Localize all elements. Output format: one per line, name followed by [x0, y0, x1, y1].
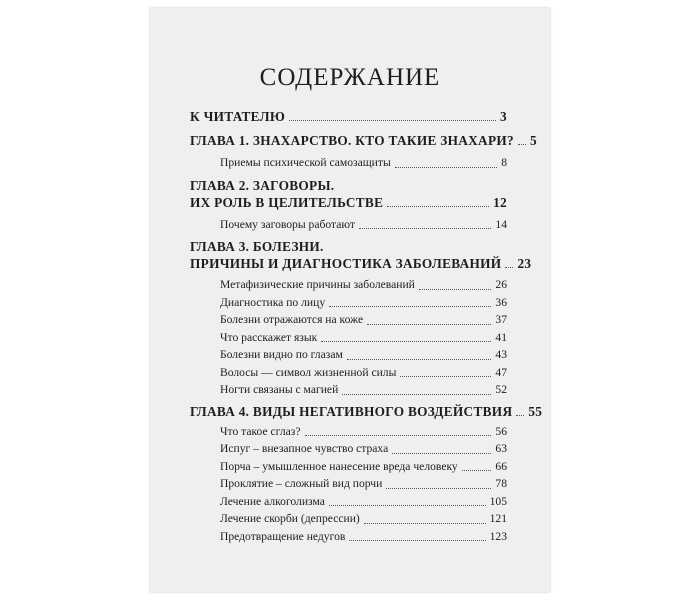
toc-label: ИХ РОЛЬ В ЦЕЛИТЕЛЬСТВЕ — [190, 194, 384, 210]
toc-entry-section — [220, 440, 507, 458]
dot-leader — [395, 167, 497, 168]
toc-label: ГЛАВА 4. ВИДЫ НЕГАТИВНОГО ВОЗДЕЙСТВИЯ — [190, 403, 513, 419]
dot-leader — [462, 470, 492, 471]
toc-page-number: 47 — [495, 365, 507, 379]
dot-leader — [349, 540, 485, 541]
toc-page-number: 8 — [501, 156, 507, 169]
toc-entry-section — [220, 458, 507, 476]
dot-leader — [364, 523, 486, 524]
toc-label: Лечение скорби (депрессии) — [220, 512, 360, 525]
dot-leader — [329, 505, 486, 506]
toc-label: Испуг – внезапное чувство страха — [220, 442, 389, 455]
dot-leader — [387, 206, 489, 207]
toc-label: Лечение алкоголизма — [220, 494, 325, 508]
toc-label: Диагностика по лицу — [220, 295, 326, 309]
page-title: СОДЕРЖАНИЕ — [259, 64, 441, 91]
toc-page-number: 55 — [528, 403, 543, 419]
toc-label: ПРИЧИНЫ И ДИАГНОСТИКА ЗАБОЛЕВАНИЙ — [190, 256, 502, 271]
toc-page-number: 121 — [489, 512, 507, 525]
toc-entry-chapter-3 — [190, 238, 532, 272]
table-of-contents — [190, 108, 543, 545]
toc-label: Что такое сглаз? — [220, 424, 301, 438]
toc-page-number: 123 — [489, 529, 507, 543]
toc-page-number: 3 — [500, 109, 507, 124]
toc-entry-section — [220, 423, 507, 441]
toc-label: К ЧИТАТЕЛЮ — [190, 109, 286, 124]
toc-page-number: 78 — [495, 477, 507, 490]
dot-leader — [419, 289, 492, 290]
dot-leader — [386, 488, 491, 489]
toc-entry-section — [220, 154, 507, 172]
toc-entry-section — [220, 311, 507, 329]
toc-label: Порча – умышленное нанесение вреда человеку — [220, 459, 458, 473]
toc-page-number: 26 — [495, 278, 507, 291]
toc-label: Волосы — символ жизненной силы — [220, 365, 397, 379]
toc-label: Проклятие – сложный вид порчи — [220, 477, 383, 490]
toc-label: Почему заговоры работают — [220, 217, 355, 231]
dot-leader — [305, 435, 492, 436]
dot-leader — [518, 144, 526, 145]
toc-entry-chapter-1 — [190, 132, 537, 149]
toc-label: Ногти связаны с магией — [220, 383, 339, 396]
dot-leader — [289, 120, 496, 121]
toc-label: Болезни видно по глазам — [220, 348, 343, 361]
dot-leader — [359, 228, 491, 229]
toc-entry-section — [220, 493, 507, 511]
toc-page-number: 37 — [495, 313, 507, 326]
dot-leader — [329, 306, 491, 307]
toc-entry-chapter-4 — [190, 403, 543, 420]
toc-page-number: 23 — [517, 256, 532, 271]
toc-page-number: 12 — [493, 194, 507, 210]
dot-leader — [347, 359, 492, 360]
toc-page-number: 66 — [495, 459, 507, 473]
toc-entry-section — [220, 216, 507, 234]
toc-entry-line-2 — [190, 255, 532, 272]
toc-entry-to-reader — [190, 108, 507, 125]
toc-page-number: 5 — [529, 133, 537, 148]
toc-label: Приемы психической самозащиты — [220, 156, 391, 169]
toc-entry-section — [220, 475, 507, 493]
toc-page-number: 56 — [495, 424, 507, 438]
toc-page-number: 63 — [495, 442, 507, 455]
toc-label-line-1: ГЛАВА 2. ЗАГОВОРЫ. — [190, 177, 335, 193]
toc-page-number: 36 — [495, 295, 507, 309]
toc-entry-section — [220, 294, 507, 312]
toc-entry-section — [220, 381, 507, 399]
book-page — [150, 8, 550, 592]
toc-entry-section — [220, 528, 507, 546]
toc-label: ГЛАВА 1. ЗНАХАРСТВО. КТО ТАКИЕ ЗНАХАРИ? — [190, 133, 514, 148]
dot-leader — [367, 324, 491, 325]
dot-leader — [392, 453, 491, 454]
dot-leader — [321, 341, 491, 342]
dot-leader — [400, 376, 491, 377]
toc-label: Болезни отражаются на коже — [220, 313, 364, 326]
toc-entry-section — [220, 510, 507, 528]
toc-label: Что расскажет язык — [220, 330, 318, 344]
toc-entry-section — [220, 276, 507, 294]
toc-page-number: 41 — [495, 330, 507, 344]
toc-page-number: 105 — [489, 494, 507, 508]
toc-label: Предотвращение недугов — [220, 529, 346, 543]
toc-page-number: 52 — [495, 383, 507, 396]
toc-label: Метафизические причины заболеваний — [220, 278, 415, 291]
toc-entry-section — [220, 329, 507, 347]
toc-page-number: 14 — [495, 217, 507, 231]
toc-page-number: 43 — [495, 348, 507, 361]
toc-label-line-1: ГЛАВА 3. БОЛЕЗНИ. — [190, 239, 324, 254]
toc-entry-section — [220, 364, 507, 382]
toc-entry-section — [220, 346, 507, 364]
toc-entry-chapter-2 — [190, 177, 507, 211]
dot-leader — [342, 394, 491, 395]
toc-entry-line-2 — [190, 194, 507, 211]
dot-leader — [505, 267, 513, 268]
dot-leader — [516, 415, 524, 416]
